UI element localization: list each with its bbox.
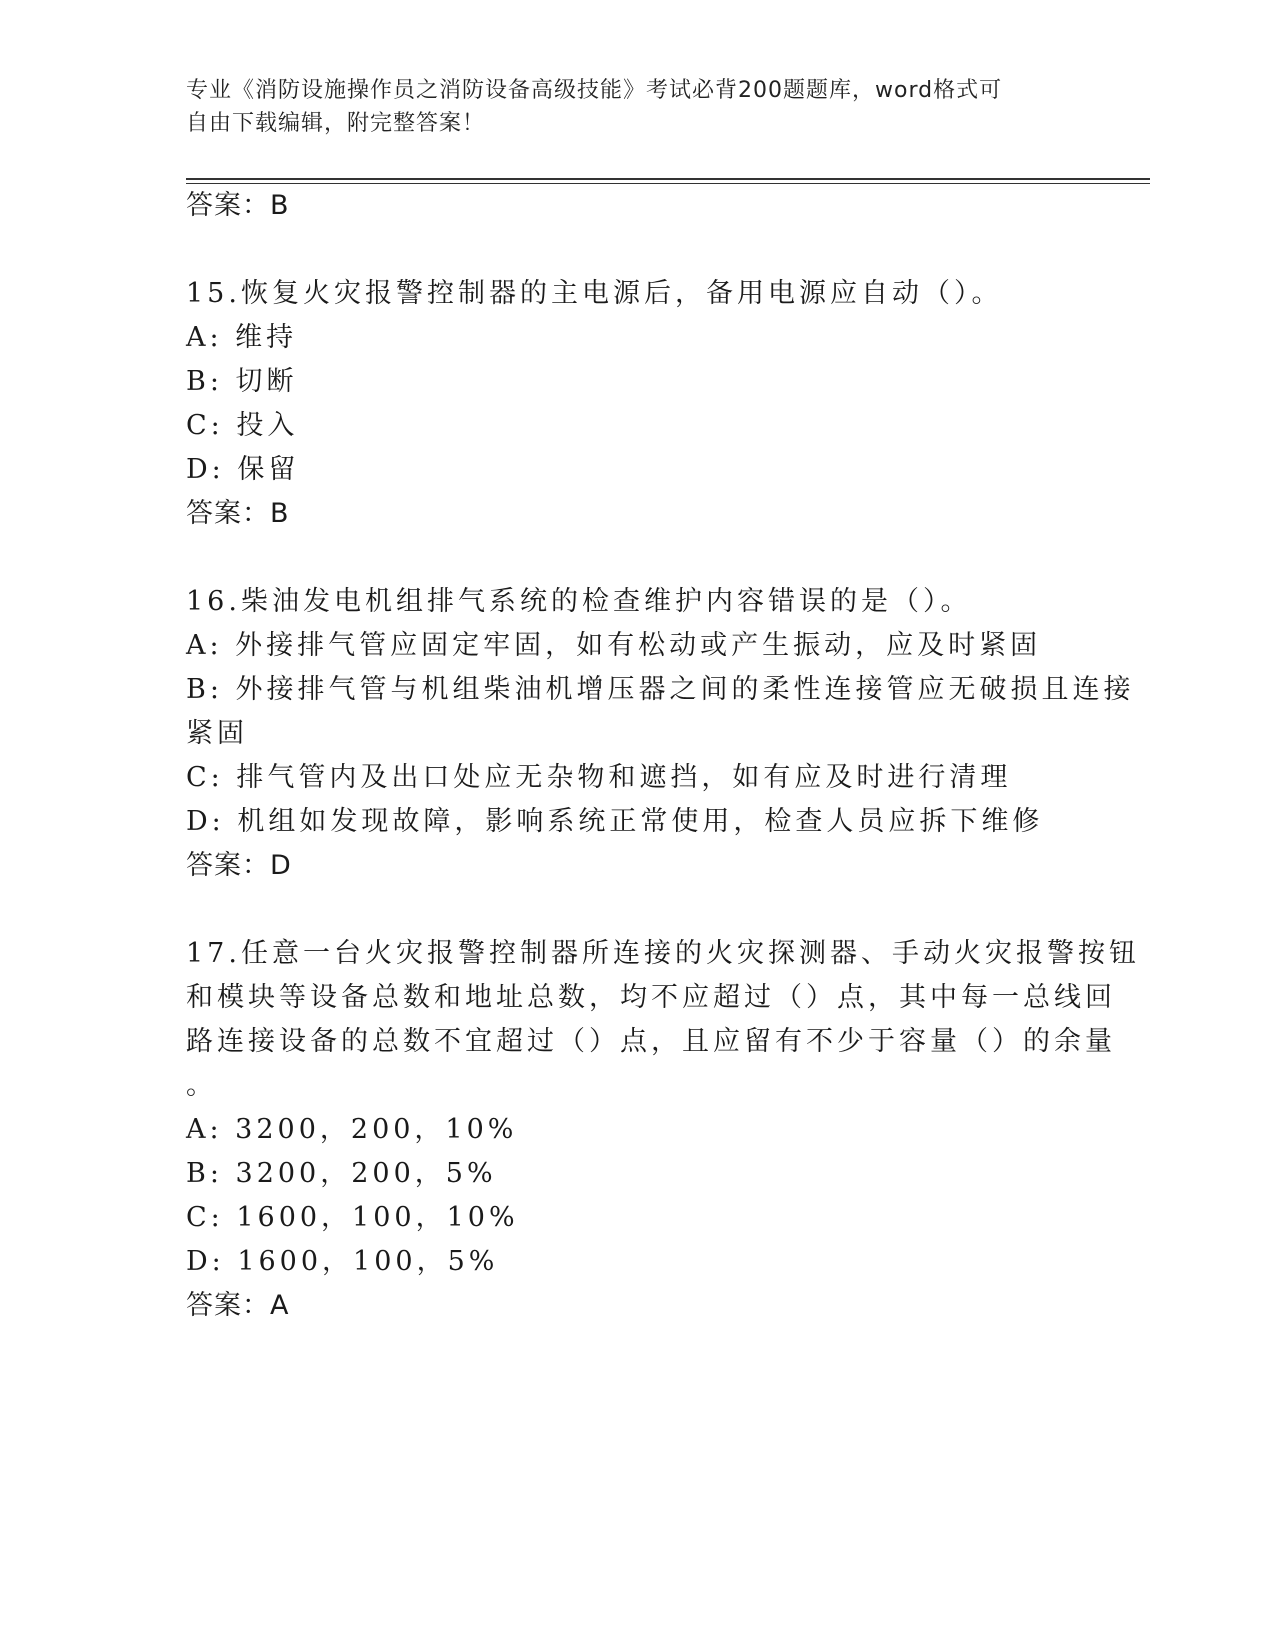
question-15-option-c: C: 投入	[186, 410, 299, 441]
question-16-option-c: C: 排气管内及出口处应无杂物和遮挡，如有应及时进行清理	[186, 762, 1012, 793]
question-17-text-line-2: 和模块等设备总数和地址总数，均不应超过（）点，其中每一总线回	[186, 982, 1116, 1013]
header-line-1: 专业《消防设施操作员之消防设备高级技能》考试必背200题题库，word格式可	[186, 78, 1003, 103]
question-17-option-c: C: 1600，100，10%	[186, 1202, 519, 1233]
question-15-option-b: B: 切断	[186, 366, 298, 397]
question-17-option-d: D: 1600，100，5%	[186, 1246, 499, 1277]
question-16-option-b: B: 外接排气管与机组柴油机增压器之间的柔性连接管应无破损且连接	[186, 674, 1135, 705]
document-header	[186, 74, 1086, 140]
question-15-option-a: A: 维持	[186, 322, 298, 353]
question-16-answer: 答案：D	[186, 850, 292, 881]
header-line-2: 自由下载编辑，附完整答案！	[186, 111, 486, 136]
question-16-option-b-cont: 紧固	[186, 718, 248, 749]
question-16-text: 16.柴油发电机组排气系统的检查维护内容错误的是（）。	[186, 586, 972, 617]
header-divider-thin	[186, 183, 1150, 184]
question-17-text-line-3: 路连接设备的总数不宜超过（）点，且应留有不少于容量（）的余量	[186, 1026, 1116, 1057]
question-17-answer: 答案：A	[186, 1290, 290, 1321]
question-15-answer: 答案：B	[186, 498, 290, 529]
question-16-option-a: A: 外接排气管应固定牢固，如有松动或产生振动，应及时紧固	[186, 630, 1042, 661]
answer-line: 答案：B	[186, 190, 290, 221]
question-17-text-line-4: 。	[186, 1070, 217, 1101]
question-15-text: 15.恢复火灾报警控制器的主电源后，备用电源应自动（）。	[186, 278, 1003, 309]
question-16-option-d: D: 机组如发现故障，影响系统正常使用，检查人员应拆下维修	[186, 806, 1044, 837]
question-17-text-line-1: 17.任意一台火灾报警控制器所连接的火灾探测器、手动火灾报警按钮	[186, 938, 1140, 969]
question-17-option-b: B: 3200，200，5%	[186, 1158, 497, 1189]
header-divider-thick	[186, 178, 1150, 180]
question-15-option-d: D: 保留	[186, 454, 300, 485]
question-17-option-a: A: 3200，200，10%	[186, 1114, 518, 1145]
